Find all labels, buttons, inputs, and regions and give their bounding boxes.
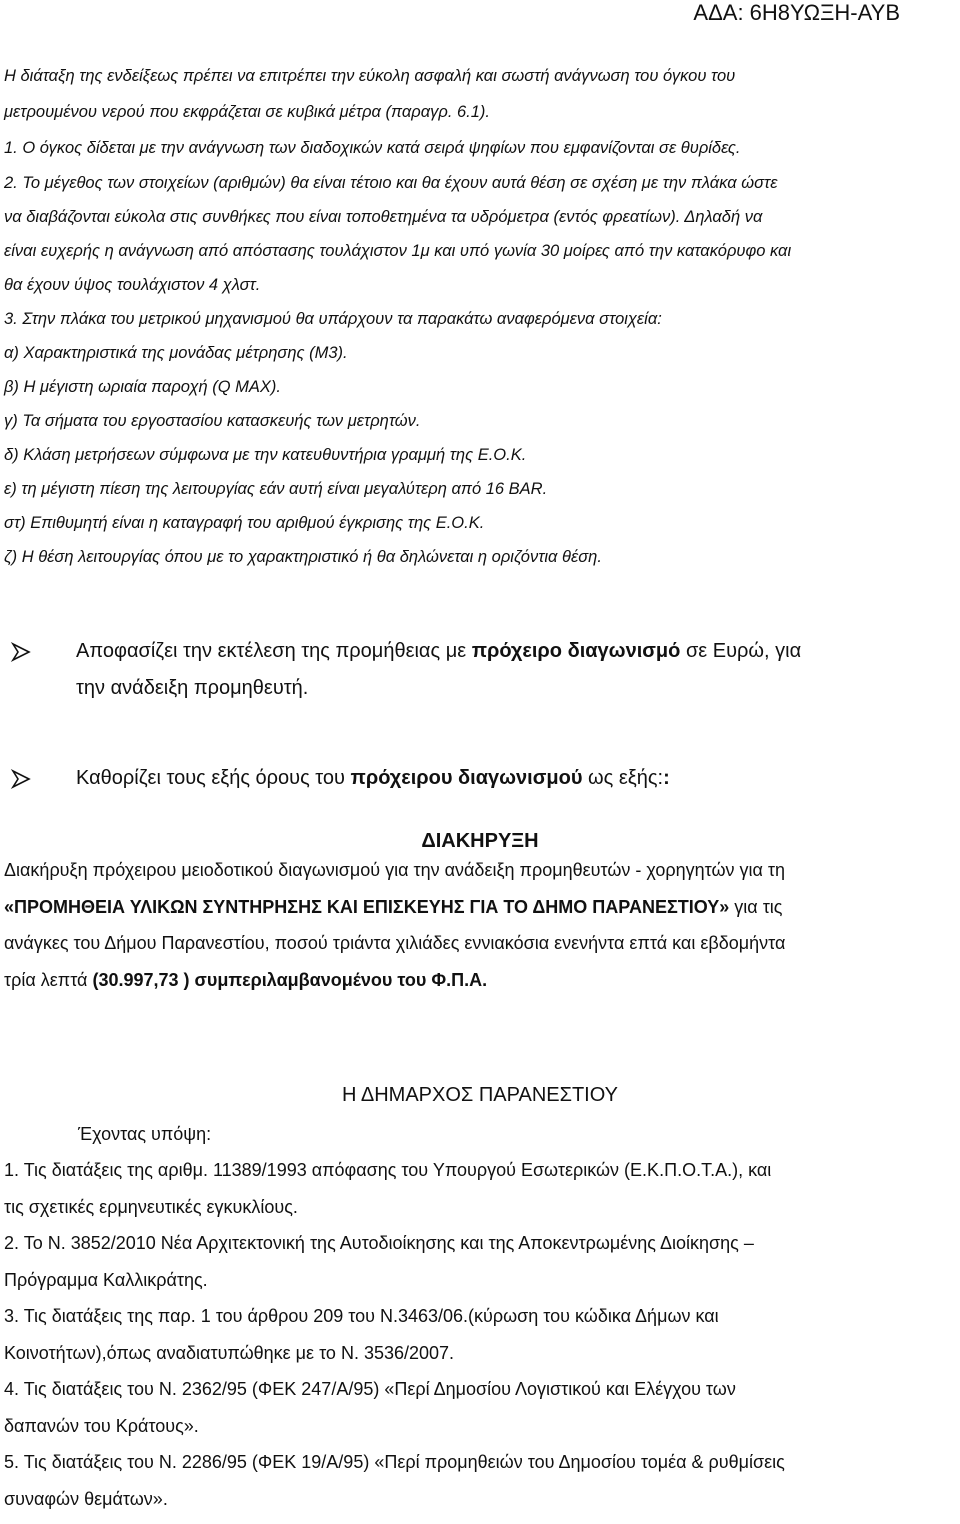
- spec-sub-a: α) Χαρακτηριστικά της μονάδας μέτρησης (Μ3).: [4, 344, 348, 362]
- decision-2-post: ως εξής:: [582, 767, 664, 789]
- consideration-2-line-2: Πρόγραμμα Καλλικράτης.: [4, 1269, 208, 1290]
- spec-item-3: [4, 307, 956, 569]
- ada-code: ΑΔΑ: 6Η8ΥΩΞΗ-ΑΥΒ: [693, 0, 900, 25]
- decision-1-bold: πρόχειρο διαγωνισμό: [471, 640, 681, 662]
- arrowhead-bullet-icon: [10, 641, 32, 663]
- arrowhead-bullet-icon: [10, 768, 32, 790]
- spec-item-2-line-4: θα έχουν ύψος τουλάχιστον 4 χλστ.: [4, 276, 261, 294]
- decision-bullet-2: [0, 760, 960, 797]
- declaration-line-3: ανάγκες του Δήμου Παρανεστίου, ποσού τριάντα χιλιάδες εννιακόσια ενενήντα επτά και εβδομήντα: [4, 933, 786, 953]
- spec-item-2-line-2: να διαβάζονται εύκολα στις συνθήκες που είναι τοποθετημένα τα υδρόμετρα (εντός φρεατίων). Δηλαδή να: [4, 208, 763, 226]
- consideration-5-line-1: 5. Τις διατάξεις του Ν. 2286/95 (ΦΕΚ 19/Α/95) «Περί προμηθειών του Δημοσίου τομέα & ρυθμίσεις: [4, 1452, 785, 1472]
- spec-intro-line-2: μετρουμένου νερού που εκφράζεται σε κυβικά μέτρα (παραγρ. 6.1).: [4, 103, 491, 121]
- spec-item-1: [4, 136, 956, 160]
- spec-item-3-text: 3. Στην πλάκα του μετρικού μηχανισμού θα υπάρχουν τα παρακάτω αναφερόμενα στοιχεία:: [4, 310, 662, 328]
- consideration-3-line-2: Κοινοτήτων),όπως αναδιατυπώθηκε με το Ν. 3536/2007.: [4, 1342, 455, 1363]
- declaration-line-4-pre: τρία λεπτά: [4, 969, 93, 990]
- spec-sub-c: γ) Τα σήματα του εργοστασίου κατασκευής των μετρητών.: [4, 412, 421, 430]
- decision-1-post: σε Ευρώ, για: [680, 640, 802, 662]
- spec-block: [4, 64, 956, 124]
- declaration-line-1: Διακήρυξη πρόχειρου μειοδοτικού διαγωνισμού για την ανάδειξη προμηθευτών - χορηγητών για τη: [4, 860, 786, 880]
- decision-bullet-1: [0, 633, 960, 707]
- consideration-4-line-1: 4. Τις διατάξεις του Ν. 2362/95 (ΦΕΚ 247/Α/95) «Περί Δημοσίου Λογιστικού και Ελέγχου των: [4, 1379, 736, 1399]
- declaration-line-2: [4, 889, 956, 926]
- declaration-line-4: [4, 962, 956, 999]
- consideration-5-line-2: συναφών θεμάτων».: [4, 1488, 168, 1509]
- declaration-subject: «ΠΡΟΜΗΘΕΙΑ ΥΛΙΚΩΝ ΣΥΝΤΗΡΗΣΗΣ ΚΑΙ ΕΠΙΣΚΕΥΗΣ ΓΙΑ ΤΟ ΔΗΜΟ ΠΑΡΑΝΕΣΤΙΟΥ»: [4, 896, 730, 917]
- spec-sub-b: β) Η μέγιστη ωριαία παροχή (Q MAX).: [4, 378, 281, 396]
- spec-item-2-line-1: 2. Το μέγεθος των στοιχείων (αριθμών) θα είναι τέτοιο και θα έχουν αυτά θέση σε σχέση με την πλάκα ώστε: [4, 174, 778, 192]
- decision-2-colon: :: [663, 767, 670, 789]
- considering-label: [78, 1116, 478, 1153]
- spec-item-2: [4, 171, 956, 297]
- spec-sub-e: ε) τη μέγιστη πίεση της λειτουργίας εάν αυτή είναι μεγαλύτερη από 16 BAR.: [4, 480, 548, 498]
- consideration-1-line-1: 1. Τις διατάξεις της αριθμ. 11389/1993 απόφασης του Υπουργού Εσωτερικών (Ε.Κ.Π.Ο.Τ.Α.), και: [4, 1160, 772, 1180]
- consideration-1-line-2: τις σχετικές ερμηνευτικές εγκυκλίους.: [4, 1196, 298, 1217]
- declaration-title: ΔΙΑΚΗΡΥΞΗ: [421, 830, 539, 852]
- spec-intro-line-1: Η διάταξη της ενδείξεως πρέπει να επιτρέπει την εύκολη ασφαλή και σωστή ανάγνωση του όγκου του: [4, 67, 736, 85]
- decision-1-text: [76, 633, 936, 707]
- declaration-body: [4, 852, 956, 998]
- spec-item-1-text: 1. Ο όγκος δίδεται με την ανάγνωση των διαδοχικών κατά σειρά ψηφίων που εμφανίζονται σε θυρίδες.: [4, 139, 741, 157]
- considerations-list: [4, 1152, 956, 1517]
- spec-sub-st: στ) Επιθυμητή είναι η καταγραφή του αριθμού έγκρισης της Ε.Ο.Κ.: [4, 514, 485, 532]
- decision-2-bold: πρόχειρου διαγωνισμού: [350, 767, 583, 789]
- decision-1-pre: Αποφασίζει την εκτέλεση της προμήθειας με: [76, 640, 472, 662]
- consideration-3-line-1: 3. Τις διατάξεις της παρ. 1 του άρθρου 209 του Ν.3463/06.(κύρωση του κώδικα Δήμων και: [4, 1306, 719, 1326]
- declaration-line-2-rest: για τις: [729, 896, 783, 917]
- consideration-4-line-2: δαπανών του Κράτους».: [4, 1415, 199, 1436]
- declaration-amount: (30.997,73 ) συμπεριλαμβανομένου του Φ.Π.Α.: [92, 969, 488, 990]
- decision-1-line-2: την ανάδειξη προμηθευτή.: [76, 677, 309, 699]
- decision-2-pre: Καθορίζει τους εξής όρους του: [76, 767, 351, 789]
- decision-2-text: [76, 760, 936, 797]
- spec-item-2-line-3: είναι ευχερής η ανάγνωση από απόστασης τουλάχιστον 1μ και υπό γωνία 30 μοίρες από την κατακόρυφο και: [4, 242, 792, 260]
- mayor-title: Η ΔΗΜΑΡΧΟΣ ΠΑΡΑΝΕΣΤΙΟΥ: [341, 1084, 618, 1106]
- spec-sub-d: δ) Κλάση μετρήσεων σύμφωνα με την κατευθυντήρια γραμμή της Ε.Ο.Κ.: [4, 446, 527, 464]
- spec-sub-z: ζ) Η θέση λειτουργίας όπου με το χαρακτηριστικό ή θα δηλώνεται η οριζόντια θέση.: [4, 548, 602, 566]
- consideration-2-line-1: 2. Το Ν. 3852/2010 Νέα Αρχιτεκτονική της Αυτοδιοίκησης και της Αποκεντρωμένης Διοίκησης –: [4, 1233, 754, 1253]
- considering-text: Έχοντας υπόψη:: [78, 1124, 212, 1144]
